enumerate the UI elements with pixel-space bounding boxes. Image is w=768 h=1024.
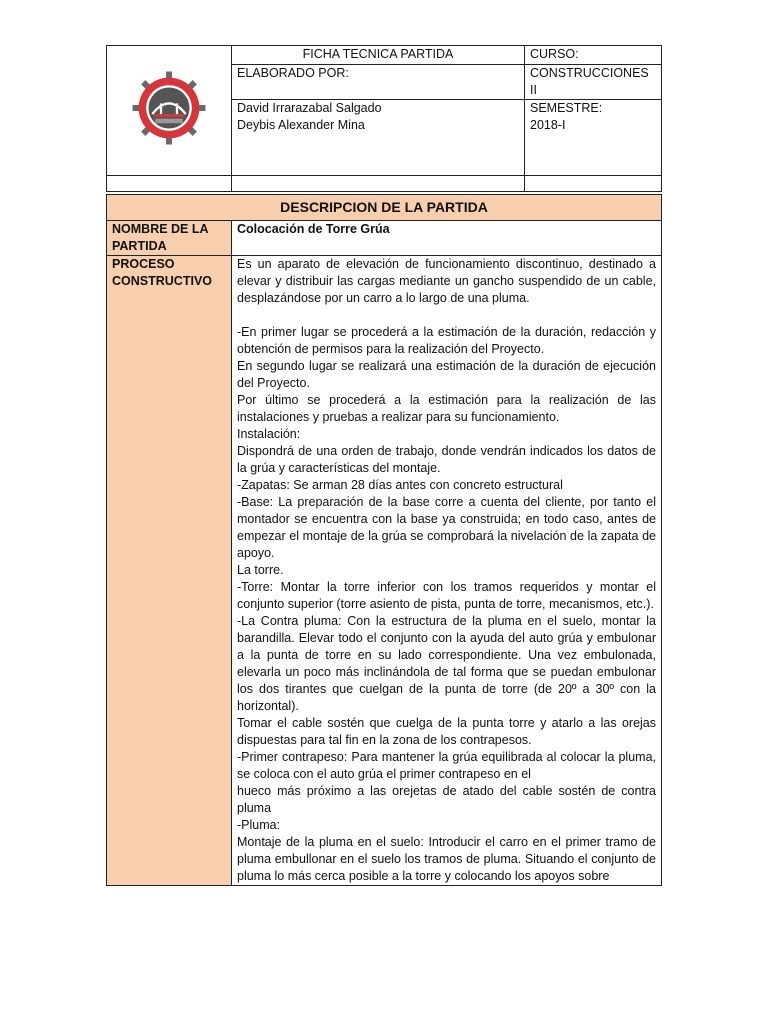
description-table <box>106 194 662 886</box>
paragraph: Por último se procederá a la estimación para la realización de las instalaciones y pruebas a realizar para su funcionamiento. <box>237 393 656 424</box>
paragraph: Montaje de la pluma en el suelo: Introducir el carro en el primer tramo de pluma embullonar en el suelo los tramos de pluma. Situando el conjunto de pluma lo más cerca posible a la torre y colocando los apoyos sobre <box>237 835 656 883</box>
semestre-cell <box>525 100 662 176</box>
paragraph: Dispondrá de una orden de trabajo, donde vendrán indicados los datos de la grúa y características del montaje. <box>237 444 656 475</box>
paragraph: -Torre: Montar la torre inferior con los tramos requeridos y montar el conjunto superior (torre asiento de pista, punta de torre, mecanismos, etc.). <box>237 580 656 611</box>
semestre-value: 2018-I <box>530 118 566 132</box>
paragraph: -Pluma: <box>237 818 281 832</box>
paragraph: En segundo lugar se realizará una estimación de la duración de ejecución del Proyecto. <box>237 359 656 390</box>
elaborado-label: ELABORADO POR: <box>232 65 525 100</box>
author-name: Deybis Alexander Mina <box>237 118 365 132</box>
curso-value: CONSTRUCCIONES II <box>525 65 662 100</box>
university-seal-icon <box>131 70 207 146</box>
paragraph-spacer <box>237 307 656 324</box>
nombre-value: Colocación de Torre Grúa <box>232 221 662 256</box>
nombre-label: NOMBRE DE LA PARTIDA <box>107 221 232 256</box>
paragraph: Es un aparato de elevación de funcionamiento discontinuo, destinado a elevar y distribuir las cargas mediante un gancho suspendido de un cable, desplazándose por un carro a lo largo de una pluma. <box>237 257 656 305</box>
empty-cell <box>525 176 662 192</box>
paragraph: -En primer lugar se procederá a la estimación de la duración, redacción y obtención de permisos para la realización del Proyecto. <box>237 325 656 356</box>
paragraph: hueco más próximo a las orejetas de atado del cable sostén de contra pluma <box>237 784 656 815</box>
ficha-title: FICHA TECNICA PARTIDA <box>232 46 525 65</box>
paragraph: -Zapatas: Se arman 28 días antes con concreto estructural <box>237 478 563 492</box>
proceso-label: PROCESO CONSTRUCTIVO <box>107 256 232 886</box>
paragraph: Tomar el cable sostén que cuelga de la punta torre y atarlo a las orejas dispuestas para tal fin en la zona de los contrapesos. <box>237 716 656 747</box>
paragraph: -Base: La preparación de la base corre a cuenta del cliente, por tanto el montador se encuentra con la base ya construida; en todo caso, antes de empezar el montaje de la grúa se comprobará la nivelación de la zapata de apoyo. <box>237 495 656 560</box>
logo-cell <box>107 46 232 176</box>
semestre-label: SEMESTRE: <box>530 101 603 115</box>
empty-cell <box>232 176 525 192</box>
paragraph: La torre. <box>237 563 284 577</box>
author-name: David Irrarazabal Salgado <box>237 101 382 115</box>
header-table <box>106 45 662 192</box>
empty-cell <box>107 176 232 192</box>
proceso-body <box>232 256 662 886</box>
section-title: DESCRIPCION DE LA PARTIDA <box>107 195 662 221</box>
paragraph: -La Contra pluma: Con la estructura de la pluma en el suelo, montar la barandilla. Elevar todo el conjunto con la ayuda del auto grúa y embulonar a la punta de torre en su lado correspondiente. Una vez embulonada, elevarla un poco más inclinándola de tal forma que se puedan embulonar los dos tirantes que cuelgan de la punta de torre (de 20º a 30º con la horizontal). <box>237 614 656 713</box>
curso-label: CURSO: <box>525 46 662 65</box>
authors-cell <box>232 100 525 176</box>
paragraph: Instalación: <box>237 427 301 441</box>
paragraph: -Primer contrapeso: Para mantener la grúa equilibrada al colocar la pluma, se coloca con el auto grúa el primer contrapeso en el <box>237 750 656 781</box>
